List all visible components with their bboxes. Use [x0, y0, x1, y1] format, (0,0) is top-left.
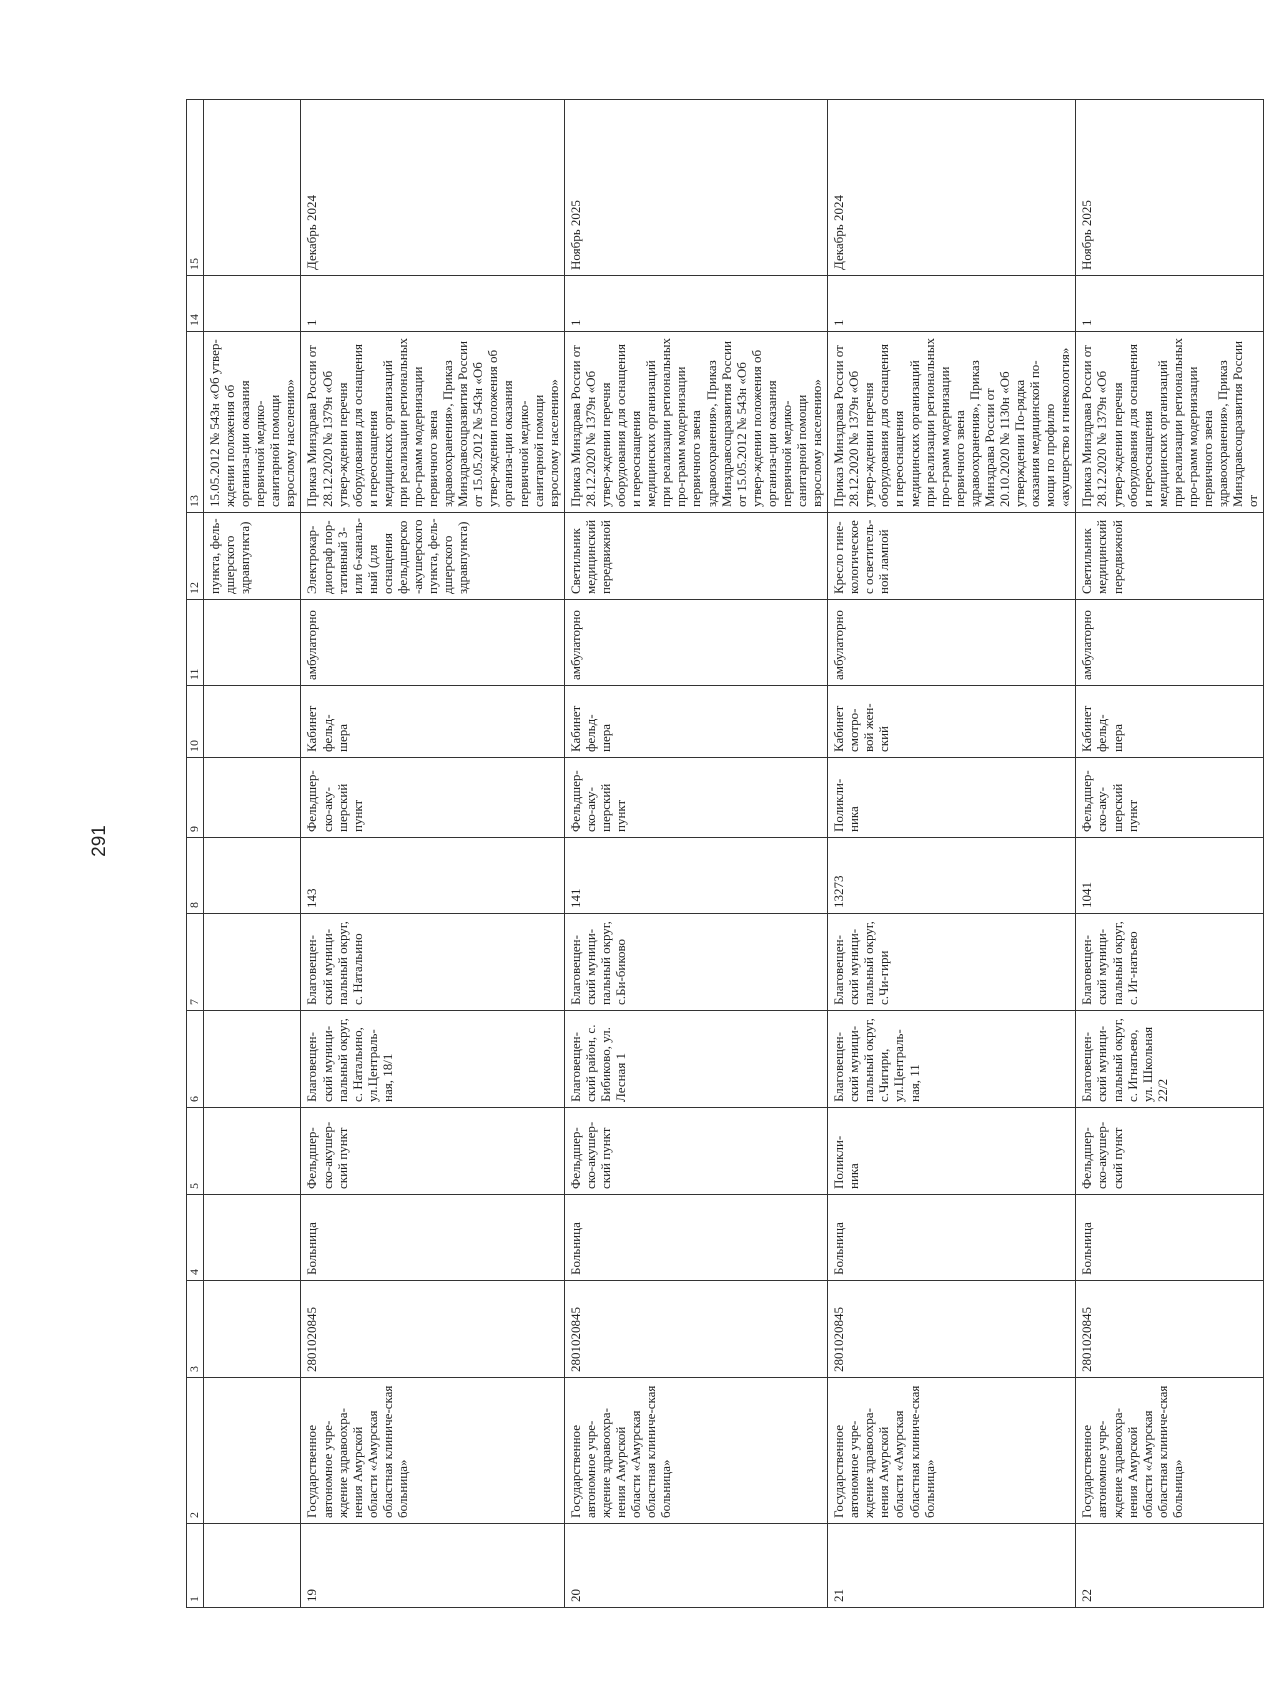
table-cell: Кабинет смотро-вой жен-ский — [828, 686, 1076, 758]
table-row — [1076, 100, 1264, 1608]
table-cell: 1 — [301, 276, 564, 332]
table-cell — [204, 1011, 301, 1108]
table-cell: 2801020845 — [828, 1281, 1076, 1378]
column-number: 5 — [187, 1108, 204, 1195]
column-number: 12 — [187, 513, 204, 600]
table-cell: 2801020845 — [564, 1281, 827, 1378]
table-cell: 13273 — [828, 838, 1076, 914]
table-cell: 1 — [1076, 276, 1264, 332]
table-cell: Кабинет фельд-шера — [564, 686, 827, 758]
column-numbers-row — [187, 100, 204, 1608]
column-number: 3 — [187, 1281, 204, 1378]
continuation-row — [204, 100, 301, 1608]
table-cell: 141 — [564, 838, 827, 914]
table-cell: 1 — [564, 276, 827, 332]
table-cell: Декабрь 2024 — [301, 100, 564, 276]
table-cell: Поликли-ника — [828, 1108, 1076, 1195]
table-cell: амбулаторно — [828, 600, 1076, 686]
column-number: 11 — [187, 600, 204, 686]
table-cell: Благовещен-ский муници-пальный округ, с. Натальино, ул.Централь-ная, 18/1 — [301, 1011, 564, 1108]
table-cell: Больница — [564, 1195, 827, 1281]
table-cell: Приказ Минздрава России от 28.12.2020 № 1379н «Об утвер-ждении перечня оборудования для оснащения и переоснащения медицинских организаций при реализации региональных про-грамм модернизации первичного звена здравоохранения», Приказ Минздравсоцразвития России от 15.05.2012 № 543н «Об утвер-ждении положения об организа-ции оказания первичной медико-санитарной помощи взрослому населению» — [564, 332, 827, 513]
table-cell: Приказ Минздрава России от 28.12.2020 № 1379н «Об утвер-ждении перечня оборудования для оснащения и переоснащения медицинских организаций при реализации региональных про-грамм модернизации первичного звена здравоохранения», Приказ Минздравсоцразвития России от — [1076, 332, 1264, 513]
table-cell — [204, 1108, 301, 1195]
table-cell: Фельдшер-ско-аку-шерский пункт — [564, 758, 827, 838]
table-cell: Светильник медицинский передвижной — [564, 513, 827, 600]
table-cell: Благовещен-ский муници-пальный округ, с. Натальино — [301, 914, 564, 1011]
column-number: 14 — [187, 276, 204, 332]
table-row — [564, 100, 827, 1608]
table-cell: 21 — [828, 1524, 1076, 1608]
table-cell: пункта, фель-дшерского здравпункта) — [204, 513, 301, 600]
table-cell: Государственное автономное учре-ждение здравоохра-нения Амурской области «Амурская областная клиниче-ская больница» — [301, 1378, 564, 1524]
table-cell: Ноябрь 2025 — [1076, 100, 1264, 276]
table-cell: Больница — [1076, 1195, 1264, 1281]
column-number: 15 — [187, 100, 204, 276]
table-cell: 19 — [301, 1524, 564, 1608]
table-cell: Кресло гине-кологическое с осветитель-ной лампой — [828, 513, 1076, 600]
column-number: 4 — [187, 1195, 204, 1281]
table-cell: 20 — [564, 1524, 827, 1608]
column-number: 10 — [187, 686, 204, 758]
table-cell: Благовещен-ский муници-пальный округ, с. Игнатьево, ул. Школьная 22/2 — [1076, 1011, 1264, 1108]
table-cell: Фельдшер-ско-аку-шерский пункт — [301, 758, 564, 838]
table-cell: 2801020845 — [1076, 1281, 1264, 1378]
table-row — [828, 100, 1076, 1608]
table-cell — [204, 1378, 301, 1524]
table-cell: 15.05.2012 № 543н «Об утвер-ждении положения об организа-ции оказания первичной медико-санитарной помощи взрослому населению» — [204, 332, 301, 513]
table-cell: Приказ Минздрава России от 28.12.2020 № 1379н «Об утвер-ждении перечня оборудования для оснащения и переоснащения медицинских организаций при реализации региональных про-грамм модернизации первичного звена здравоохранения», Приказ Минздрава России от 20.10.2020 № 1130н «Об утверждении По-рядка оказания медицинской по-мощи по профилю «акушерство и гинекология» — [828, 332, 1076, 513]
column-number: 8 — [187, 838, 204, 914]
table-cell — [204, 758, 301, 838]
table-cell: Фельдшер-ско-акушер-ский пункт — [564, 1108, 827, 1195]
table-cell: Фельдшер-ско-акушер-ский пункт — [301, 1108, 564, 1195]
table-cell: Благовещен-ский муници-пальный округ, с.Чи-гири — [828, 914, 1076, 1011]
rotated-table-wrapper — [186, 100, 1261, 1608]
table-cell: Фельдшер-ско-аку-шерский пункт — [1076, 758, 1264, 838]
table-cell: Приказ Минздрава России от 28.12.2020 № 1379н «Об утвер-ждении перечня оборудования для оснащения и переоснащения медицинских организаций при реализации региональных про-грамм модернизации первичного звена здравоохранения», Приказ Минздравсоцразвития России от 15.05.2012 № 543н «Об утвер-ждении положения об организа-ции оказания первичной медико-санитарной помощи взрослому населению» — [301, 332, 564, 513]
column-number: 7 — [187, 914, 204, 1011]
table-cell: Ноябрь 2025 — [564, 100, 827, 276]
table-cell: 1 — [828, 276, 1076, 332]
column-number: 9 — [187, 758, 204, 838]
table-cell: Поликли-ника — [828, 758, 1076, 838]
table-cell — [204, 1281, 301, 1378]
table-cell: Государственное автономное учре-ждение здравоохра-нения Амурской области «Амурская областная клиниче-ская больница» — [564, 1378, 827, 1524]
table-cell: Государственное автономное учре-ждение здравоохра-нения Амурской области «Амурская областная клиниче-ская больница» — [828, 1378, 1076, 1524]
table-cell — [204, 914, 301, 1011]
table-cell — [204, 276, 301, 332]
page-number: 291 — [89, 825, 110, 857]
table-cell — [204, 600, 301, 686]
table-cell: Благовещен-ский муници-пальный округ, с.Чигири, ул.Централь-ная, 11 — [828, 1011, 1076, 1108]
table-cell: 22 — [1076, 1524, 1264, 1608]
table-cell — [204, 1195, 301, 1281]
table-cell: Благовещен-ский район, с. Бибиково, ул. Лесная 1 — [564, 1011, 827, 1108]
table-cell: Государственное автономное учре-ждение здравоохра-нения Амурской области «Амурская областная клиниче-ская больница» — [1076, 1378, 1264, 1524]
table-cell: Больница — [301, 1195, 564, 1281]
table-cell: амбулаторно — [564, 600, 827, 686]
column-number: 6 — [187, 1011, 204, 1108]
table-cell: Благовещен-ский муници-пальный округ, с. Иг-натьево — [1076, 914, 1264, 1011]
table-cell: Фельдшер-ско-акушер-ский пункт — [1076, 1108, 1264, 1195]
table-cell — [204, 838, 301, 914]
table-cell — [204, 1524, 301, 1608]
table-cell: Декабрь 2024 — [828, 100, 1076, 276]
column-number: 2 — [187, 1378, 204, 1524]
table-cell: 1041 — [1076, 838, 1264, 914]
table-cell: амбулаторно — [1076, 600, 1264, 686]
table-cell: Светильник медицинский передвижной — [1076, 513, 1264, 600]
table-cell: Кабинет фельд-шера — [301, 686, 564, 758]
table-cell — [204, 100, 301, 276]
column-number: 13 — [187, 332, 204, 513]
table-cell: Благовещен-ский муници-пальный округ, с.Би-биково — [564, 914, 827, 1011]
table-cell: Кабинет фельд-шера — [1076, 686, 1264, 758]
table-cell: 2801020845 — [301, 1281, 564, 1378]
table-cell: Больница — [828, 1195, 1076, 1281]
column-number: 1 — [187, 1524, 204, 1608]
table-cell: 143 — [301, 838, 564, 914]
table-cell: амбулаторно — [301, 600, 564, 686]
equipment-table — [186, 99, 1264, 1608]
table-cell: Электрокар-диограф пор-тативный 3- или 6-каналь-ный (для оснащения фельдшерско-акушерского пункта, фель-дшерского здравпункта) — [301, 513, 564, 600]
table-cell — [204, 686, 301, 758]
table-row — [301, 100, 564, 1608]
